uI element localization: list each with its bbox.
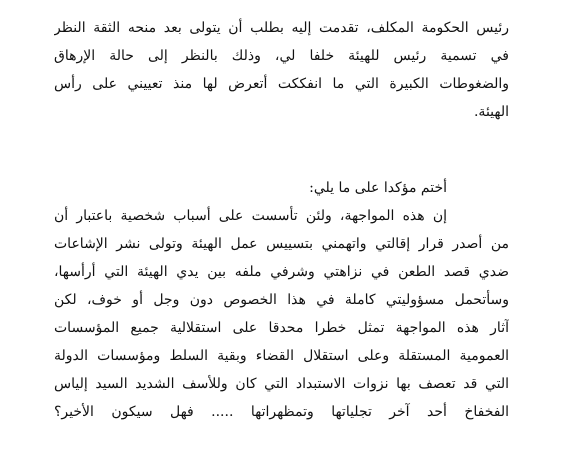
paragraph-line: والضغوطات الكبيرة التي ما انفككت أتعرض لها منذ تعييني على رأس — [54, 76, 509, 92]
paragraph-conclusion — [54, 174, 509, 426]
partial-top-line — [54, 0, 509, 14]
paragraph-line: وسأتحمل مسؤوليتي كاملة في هذا الخصوص دون وجل أو خوف، لكن — [54, 292, 509, 308]
paragraph-line: التي قد تعصف بها نزوات الاستبداد التي كان وللأسف الشديد السيد إلياس — [54, 376, 509, 392]
paragraph-line: رئيس الحكومة المكلف، تقدمت إليه بطلب أن يتولى بعد منحه الثقة النظر — [54, 20, 509, 36]
paragraph-line: ضدي قصد الطعن في نزاهتي وشرفي ملفه بين يدي الهيئة التي أرأسها، — [54, 264, 509, 280]
paragraph-line: الهيئة. — [473, 104, 509, 120]
paragraph-line: الفخفاخ أحد آخر تجلياتها وتمظهراتها ..... فهل سيكون الأخير؟ — [54, 404, 509, 420]
paragraph-line: من أصدر قرار إقالتي واتهمني بتسييس عمل الهيئة وتولى نشر الإشاعات — [54, 236, 509, 252]
conclusion-intro: أختم مؤكدا على ما يلي: — [309, 180, 447, 196]
paragraph-line: آثار هذه المواجهة تمثل خطرا محدقا على استقلالية جميع المؤسسات — [54, 320, 509, 336]
paragraph-resignation-request — [54, 0, 509, 126]
paragraph-line: العمومية المستقلة وعلى استقلال القضاء وبقية السلط ومؤسسات الدولة — [54, 348, 509, 364]
paragraph-line: إن هذه المواجهة، ولئن تأسست على أسباب شخصية باعتبار أن — [54, 208, 447, 224]
paragraph-line: في تسمية رئيس للهيئة خلفا لي، وذلك بالنظر إلى حالة الإرهاق — [54, 48, 509, 64]
